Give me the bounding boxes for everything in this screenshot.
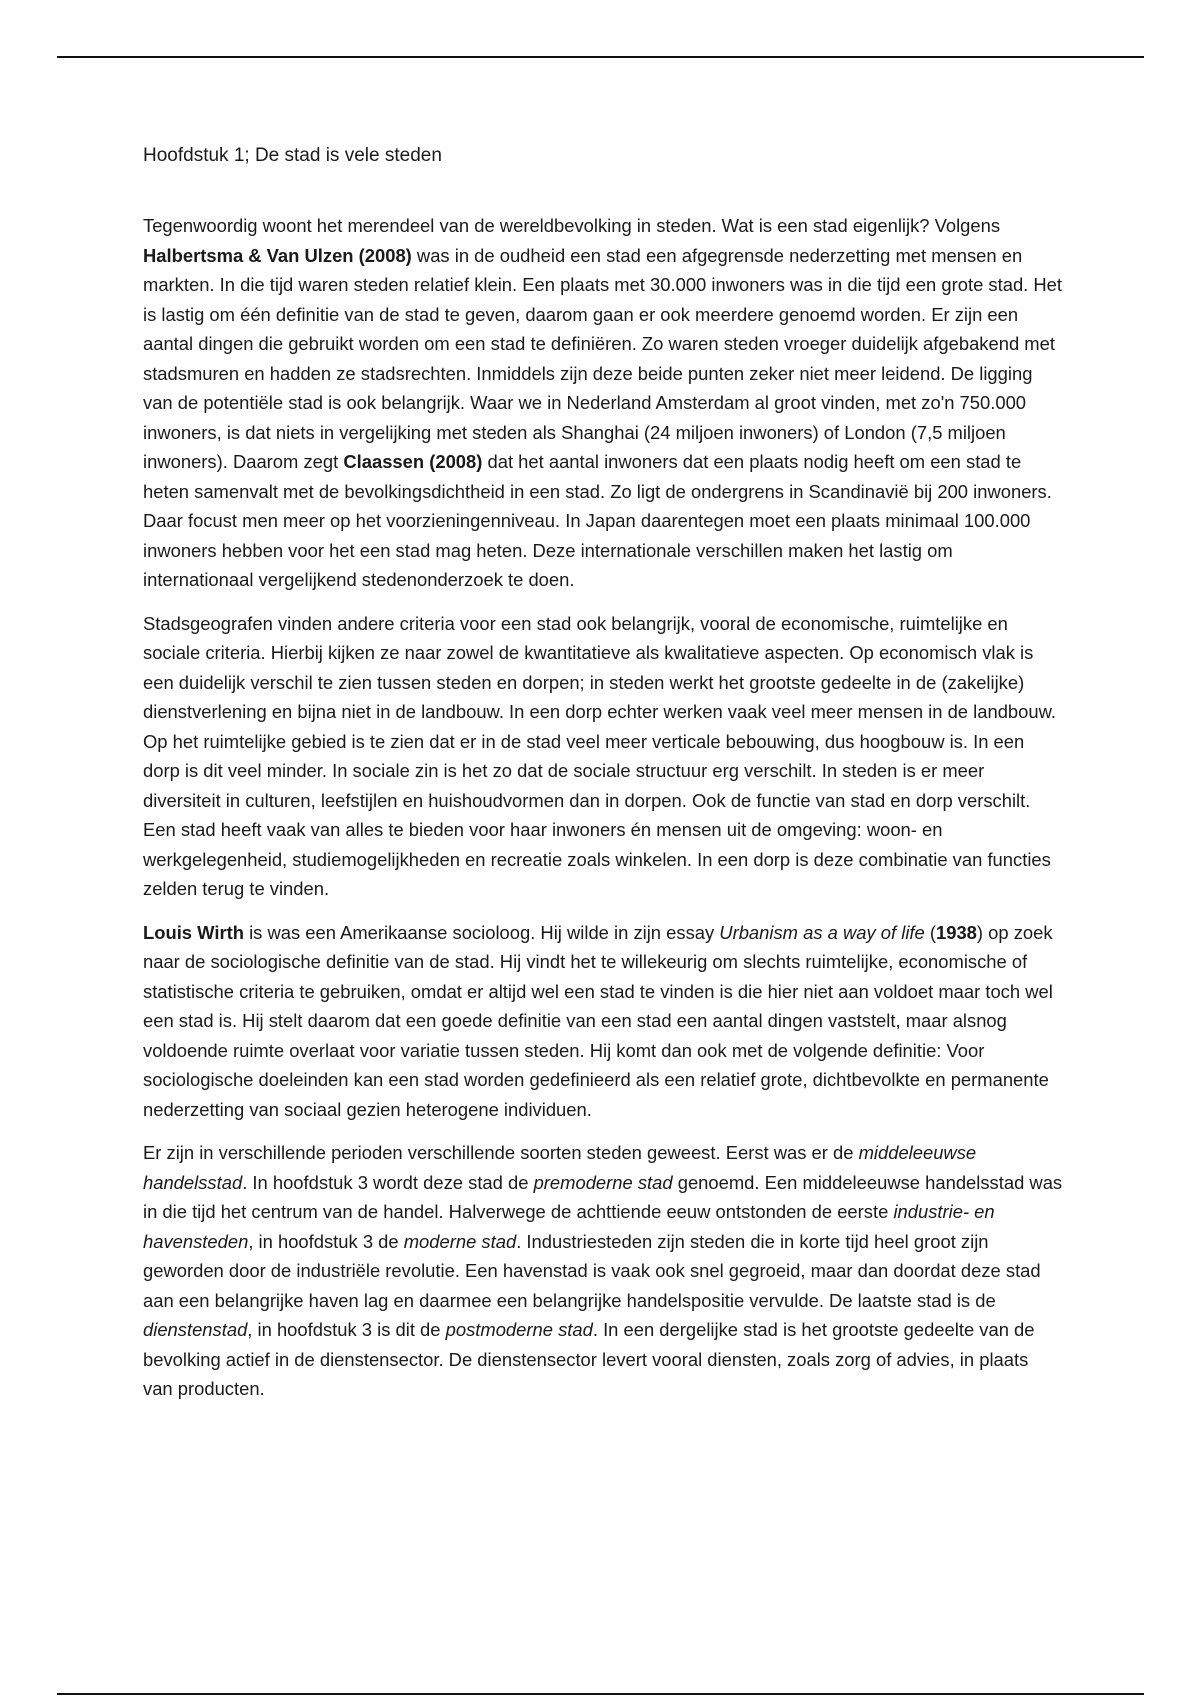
italic-term: postmoderne stad [445,1319,593,1340]
text-run: Stadsgeografen vinden andere criteria voor een stad ook belangrijk, vooral de economische, ruimtelijke en sociale criteria. Hierbij kijken ze naar zowel de kwantitatieve als kwalitatieve aspecten. Op economisch vlak is een duidelijk verschil te zien tussen steden en dorpen; in steden werkt het grootste gedeelte in de (zakelijke) dienstverlening en bijna niet in de landbouw. In een dorp echter werken vaak veel meer mensen in de landbouw. Op het ruimtelijke gebied is te zien dat er in de stad veel meer verticale bebouwing, dus hoogbouw is. In een dorp is dit veel minder. In sociale zin is het zo dat de sociale structuur erg verschilt. In steden is er meer diversiteit in culturen, leefstijlen en huishoudvormen dan in dorpen. Ook de functie van stad en dorp verschilt. Een stad heeft vaak van alles te bieden voor haar inwoners én mensen uit de omgeving: woon- en werkgelegenheid, studiemogelijkheden en recreatie zoals winkelen. In een dorp is deze combinatie van functies zelden terug te vinden. [143,612,1056,899]
text-run: ) op zoek naar de sociologische definitie van de stad. Hij vindt het te willekeurig om slechts ruimtelijke, economische of statistische criteria te gebruiken, omdat er altijd wel een stad te vinden is die hier niet aan voldoet maar toch wel een stad is. Hij stelt daarom dat een goede definitie van een stad een aantal dingen vaststelt, maar alsnog voldoende ruimte overlaat voor variatie tussen steden. Hij komt dan ook met de volgende definitie: Voor sociologische doeleinden kan een stad worden gedefinieerd als een relatief grote, dichtbevolkte en permanente nederzetting van sociaal gezien heterogene individuen. [143,921,1053,1120]
italic-term: premoderne stad [533,1171,673,1193]
document-body [143,141,1063,1418]
text-run: is was een Amerikaanse socioloog. Hij wilde in zijn essay [243,921,720,943]
bold-reference: Halbertsma & Van Ulzen (2008) [143,244,412,266]
text-run: . Industriesteden zijn steden die in korte tijd heel groot zijn geworden door de industriële revolutie. Een havenstad is vaak ook snel gegroeid, maar dan doordat deze stad aan een belangrijke haven lag en daarmee een belangrijke handelspositie vervulde. De laatste stad is de [143,1230,1041,1311]
paragraphs [143,211,1063,1404]
text-run: was in de oudheid een stad een afgegrensde nederzetting met mensen en markten. In die tijd waren steden relatief klein. Een plaats met 30.000 inwoners was in die tijd een grote stad. Het is lastig om één definitie van de stad te geven, daarom gaan er ook meerdere genoemd worden. Er zijn een aantal dingen die gebruikt worden om een stad te definiëren. Zo waren steden vroeger duidelijk afgebakend met stadsmuren en hadden ze stadsrechten. Inmiddels zijn deze beide punten zeker niet meer leidend. De ligging van de potentiële stad is ook belangrijk. Waar we in Nederland Amsterdam al groot vinden, met zo'n 750.000 inwoners, is dat niets in vergelijking met steden als Shanghai (24 miljoen inwoners) of London (7,5 miljoen inwoners). Daarom zegt [143,244,1063,472]
text-run: ( [924,921,936,943]
bold-reference: Claassen (2008) [343,451,483,472]
top-rule [57,56,1144,58]
chapter-heading: Hoofdstuk 1; De stad is vele steden [143,145,442,166]
italic-term: moderne stad [403,1230,517,1252]
text-run: genoemd. Een middeleeuwse handelsstad was in die tijd het centrum van de handel. Halverwege de achttiende eeuw ontstonden de eerste [143,1171,1063,1222]
text-run: , in hoofdstuk 3 de [248,1230,404,1252]
text-run: Tegenwoordig woont het merendeel van de wereldbevolking in steden. Wat is een stad eigenlijk? Volgens [143,215,1001,236]
text-run: dat het aantal inwoners dat een plaats nodig heeft om een stad te heten samenvalt met de bevolkingsdichtheid in een stad. Zo ligt de ondergrens in Scandinavië bij 200 inwoners. Daar focust men meer op het voorzieningenniveau. In Japan daarentegen moet een plaats minimaal 100.000 inwoners hebben voor het een stad mag heten. Deze internationale verschillen maken het lastig om internationaal vergelijkend stedenonderzoek te doen. [143,451,1052,590]
bold-reference: 1938 [935,921,977,943]
italic-term: Urbanism as a way of life [719,921,925,943]
italic-term: middeleeuwse handelsstad [143,1142,977,1193]
body-paragraph [143,918,1063,1125]
body-paragraph [143,211,1063,595]
body-paragraph [143,609,1063,904]
bottom-rule [57,1693,1144,1695]
text-run: . In hoofdstuk 3 wordt deze stad de [242,1171,534,1193]
italic-term: industrie- en havensteden [143,1201,995,1252]
text-run: , in hoofdstuk 3 is dit de [247,1319,446,1340]
bold-reference: Louis Wirth [143,921,244,943]
italic-term: dienstenstad [143,1319,248,1340]
text-run: Er zijn in verschillende perioden verschillende soorten steden geweest. Eerst was er de [143,1142,859,1163]
text-run: . In een dergelijke stad is het grootste gedeelte van de bevolking actief in de dienstensector. De dienstensector levert vooral diensten, zoals zorg of advies, in plaats van producten. [143,1319,1035,1399]
body-paragraph [143,1138,1063,1404]
